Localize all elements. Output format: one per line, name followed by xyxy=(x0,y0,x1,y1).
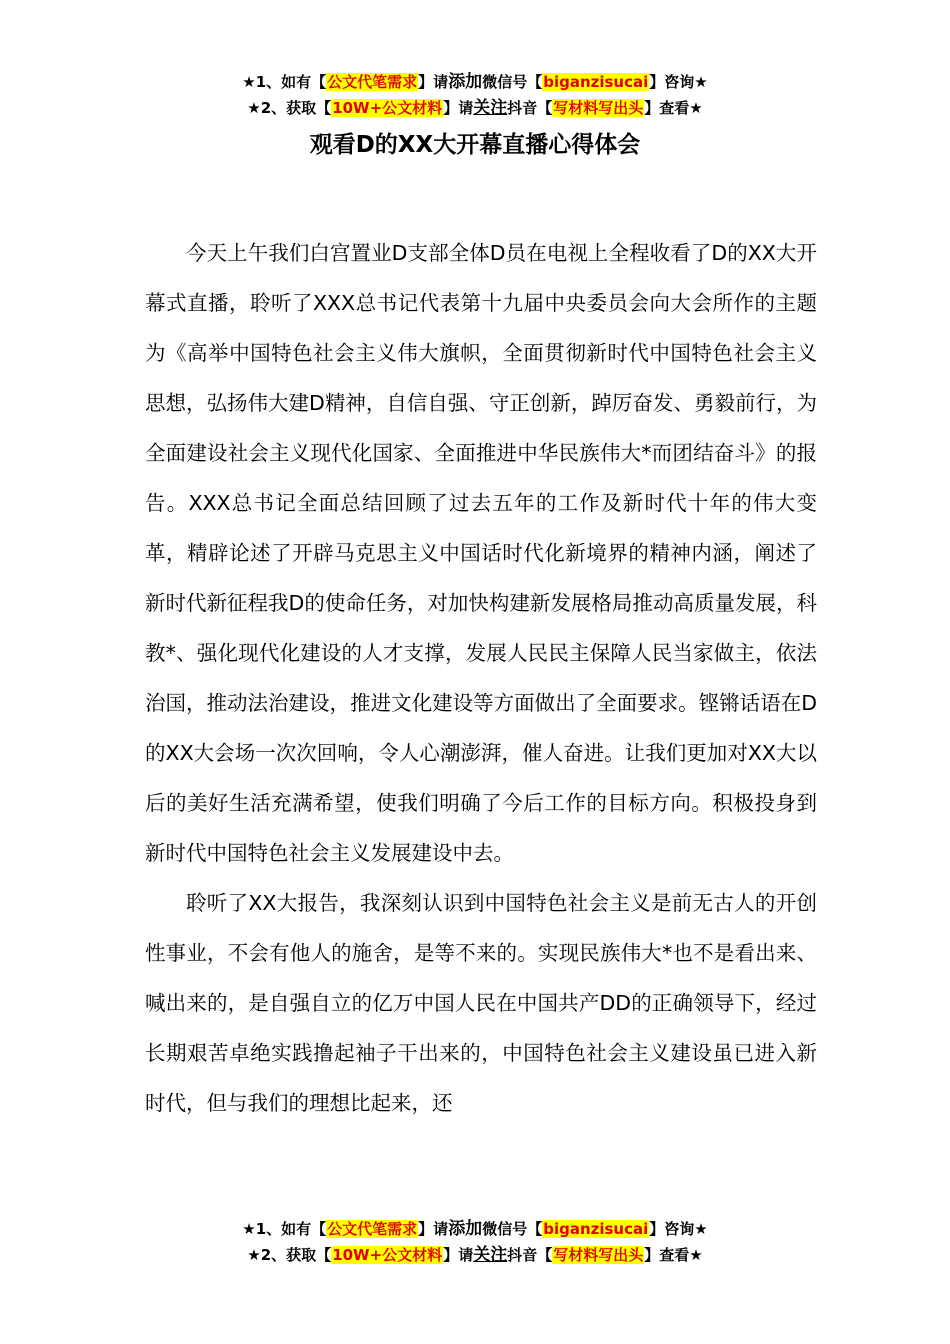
paragraph: 聆听了XX大报告，我深刻认识到中国特色社会主义是前无古人的开创性事业，不会有他人的施舍，是等不来的。实现民族伟大*也不是看出来、喊出来的，是自强自立的亿万中国人民在中国共产DD的正确领导下，经过长期艰苦卓绝实践撸起袖子干出来的，中国特色社会主义建设虽已进入新时代，但与我们的理想比起来，还 xyxy=(145,891,817,1115)
banner-line-1 xyxy=(0,69,950,95)
banner-line-2 xyxy=(0,1242,950,1268)
wechat-id: biganzisucai xyxy=(543,73,649,91)
banner-text: 2、获取【 xyxy=(260,99,332,117)
star-icon: ★ xyxy=(242,1220,256,1238)
star-icon: ★ xyxy=(242,73,256,91)
star-icon: ★ xyxy=(694,73,708,91)
douyin-id: 写材料写出头 xyxy=(553,99,644,117)
banner-line-2 xyxy=(0,95,950,121)
emphasis-text: 添加 xyxy=(448,72,483,92)
banner-text: 】查看 xyxy=(644,1246,690,1264)
banner-text: 】请 xyxy=(443,99,474,117)
douyin-id: 写材料写出头 xyxy=(553,1246,644,1264)
banner-text: 】请 xyxy=(418,1220,449,1238)
banner-text: 2、获取【 xyxy=(260,1246,332,1264)
banner-line-1 xyxy=(0,1216,950,1242)
banner-text: 1、如有【 xyxy=(255,73,327,91)
star-icon: ★ xyxy=(247,1246,261,1264)
banner-text: 】咨询 xyxy=(649,1220,695,1238)
banner-text: 】查看 xyxy=(644,99,690,117)
highlight-text: 10W+公文材料 xyxy=(332,1246,443,1264)
banner-text: 1、如有【 xyxy=(255,1220,327,1238)
highlight-text: 10W+公文材料 xyxy=(332,99,443,117)
star-icon: ★ xyxy=(689,99,703,117)
document-body xyxy=(145,228,817,1128)
banner-text: 微信号【 xyxy=(482,73,543,91)
footer-banner xyxy=(0,1216,950,1268)
banner-text: 微信号【 xyxy=(482,1220,543,1238)
banner-text: 】请 xyxy=(418,73,449,91)
banner-text: 抖音【 xyxy=(507,1246,553,1264)
paragraph: 今天上午我们白宫置业D支部全体D员在电视上全程收看了D的XX大开幕式直播，聆听了XXX总书记代表第十九届中央委员会向大会所作的主题为《高举中国特色社会主义伟大旗帜，全面贯彻新时代中国特色社会主义思想，弘扬伟大建D精神，自信自强、守正创新，踔厉奋发、勇毅前行，为全面建设社会主义现代化国家、全面推进中华民族伟大*而团结奋斗》的报告。XXX总书记全面总结回顾了过去五年的工作及新时代十年的伟大变革，精辟论述了开辟马克思主义中国话时代化新境界的精神内涵，阐述了新时代新征程我D的使命任务，对加快构建新发展格局推动高质量发展，科教*、强化现代化建设的人才支撑，发展人民民主保障人民当家做主，依法治国，推动法治建设，推进文化建设等方面做出了全面要求。铿锵话语在D的XX大会场一次次回响，令人心潮澎湃，催人奋进。让我们更加对XX大以后的美好生活充满希望，使我们明确了今后工作的目标方向。积极投身到新时代中国特色社会主义发展建设中去。 xyxy=(145,241,817,865)
star-icon: ★ xyxy=(247,99,261,117)
highlight-text: 公文代笔需求 xyxy=(327,1220,418,1238)
emphasis-text: 添加 xyxy=(448,1219,483,1239)
banner-text: 】咨询 xyxy=(649,73,695,91)
banner-text: 抖音【 xyxy=(507,99,553,117)
wechat-id: biganzisucai xyxy=(543,1220,649,1238)
emphasis-text: 关注 xyxy=(473,98,508,118)
document-title: 观看D的XX大开幕直播心得体会 xyxy=(309,132,641,158)
star-icon: ★ xyxy=(694,1220,708,1238)
header-banner xyxy=(0,69,950,121)
star-icon: ★ xyxy=(689,1246,703,1264)
highlight-text: 公文代笔需求 xyxy=(327,73,418,91)
emphasis-text: 关注 xyxy=(473,1245,508,1265)
banner-text: 】请 xyxy=(443,1246,474,1264)
